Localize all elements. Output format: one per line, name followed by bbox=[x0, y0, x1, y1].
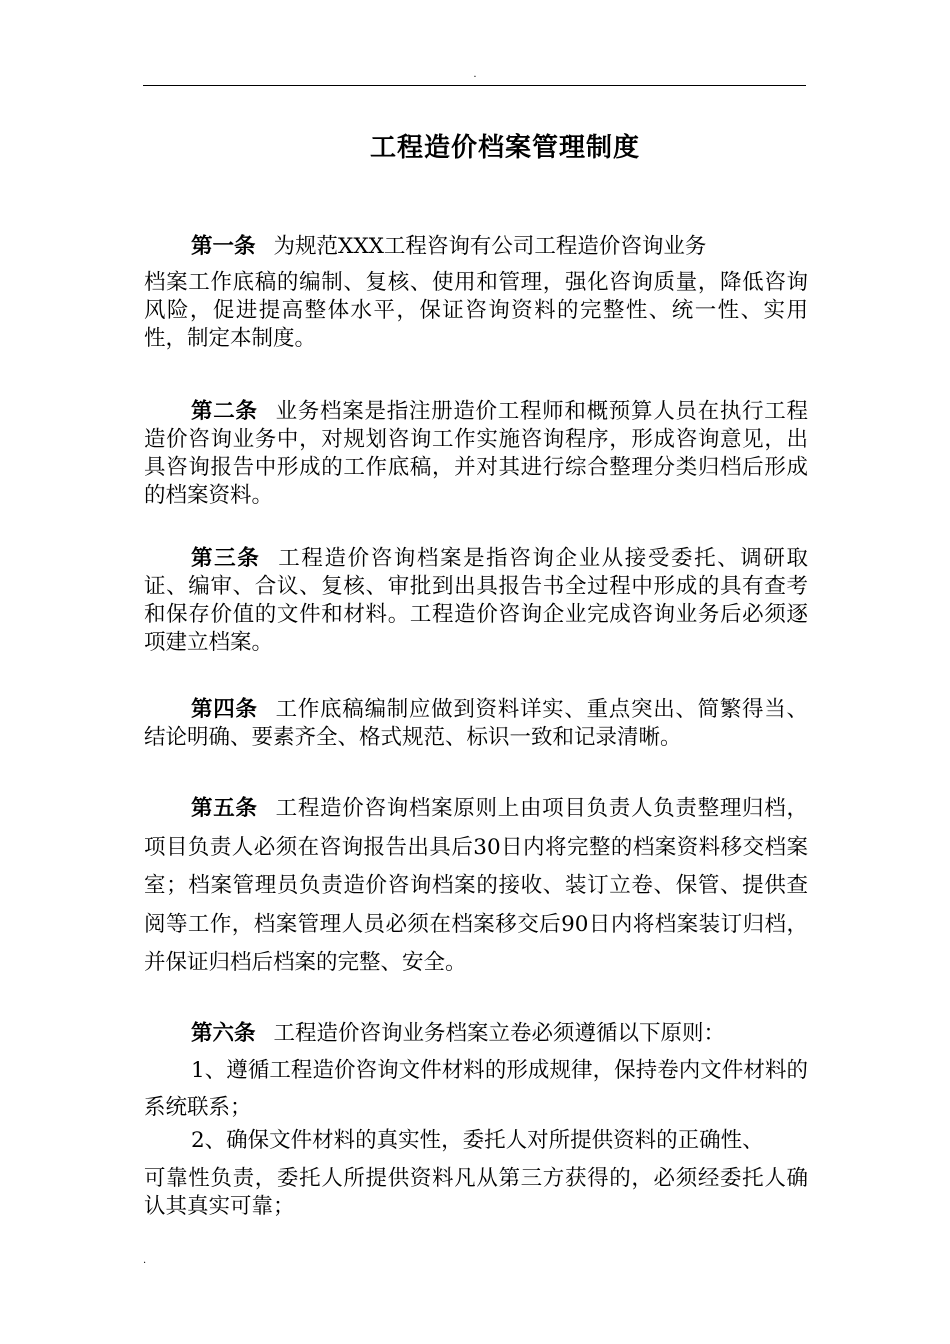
document-title: 工程造价档案管理制度 bbox=[369, 133, 640, 163]
article-2 bbox=[144, 398, 808, 510]
article-3-label: 第三条 bbox=[191, 546, 261, 571]
article-2-text: 业务档案是指注册造价工程师和概预算人员在执行工程造价咨询业务中，对规划咨询工作实施咨询程序，形成咨询意见，出具咨询报告中形成的工作底稿，并对其进行综合整理分类归档后形成的档案资料。 bbox=[144, 399, 808, 508]
article-2-label: 第二条 bbox=[191, 399, 258, 424]
list-item-1-text: 1、遵循工程造价咨询文件材料的形成规律，保持卷内文件材料的系统联系； bbox=[144, 1058, 808, 1120]
list-item-2-lead: 2、确保文件材料的真实性，委托人对所提供资料的正确性、 bbox=[191, 1128, 764, 1153]
article-5-text: 工程造价咨询档案原则上由项目负责人负责整理归档，项目负责人必须在咨询报告出具后30日内将完整的档案资料移交档案室；档案管理员负责造价咨询档案的接收、装订立卷、保管、提供查阅等工作，档案管理人员必须在档案移交后90日内将档案装订归档，并保证归档后档案的完整、安全。 bbox=[144, 796, 808, 975]
article-4-text: 工作底稿编制应做到资料详实、重点突出、简繁得当、结论明确、要素齐全、格式规范、标识一致和记录清晰。 bbox=[144, 697, 808, 750]
article-1-first-line bbox=[144, 233, 808, 261]
article-4-label: 第四条 bbox=[191, 697, 258, 722]
list-item bbox=[144, 1052, 808, 1126]
article-1-lead: 为规范XXX工程咨询有公司工程造价咨询业务 bbox=[273, 234, 707, 259]
article-5-label: 第五条 bbox=[191, 796, 258, 821]
list-item-2-text: 可靠性负责，委托人所提供资料凡从第三方获得的，必须经委托人确认其真实可靠； bbox=[144, 1166, 808, 1219]
article-1-label: 第一条 bbox=[191, 234, 256, 259]
article-6 bbox=[144, 1016, 808, 1052]
article-5 bbox=[144, 790, 808, 983]
list-item bbox=[144, 1127, 808, 1221]
article-6-label: 第六条 bbox=[191, 1021, 256, 1046]
article-6-text: 工程造价咨询业务档案立卷必须遵循以下原则： bbox=[273, 1021, 726, 1046]
header-rule bbox=[143, 85, 806, 86]
footer-mark: . bbox=[143, 1255, 147, 1266]
article-4 bbox=[144, 696, 808, 752]
article-1-text: 档案工作底稿的编制、复核、使用和管理，强化咨询质量，降低咨询风险，促进提高整体水平，保证咨询资料的完整性、统一性、实用性，制定本制度。 bbox=[144, 270, 808, 351]
header-mark: . bbox=[473, 69, 477, 80]
article-3 bbox=[144, 545, 808, 657]
article-3-text: 工程造价咨询档案是指咨询企业从接受委托、调研取证、编审、合议、复核、审批到出具报告书全过程中形成的具有查考和保存价值的文件和材料。工程造价咨询企业完成咨询业务后必须逐项建立档案。 bbox=[144, 546, 808, 655]
article-1 bbox=[144, 233, 808, 353]
